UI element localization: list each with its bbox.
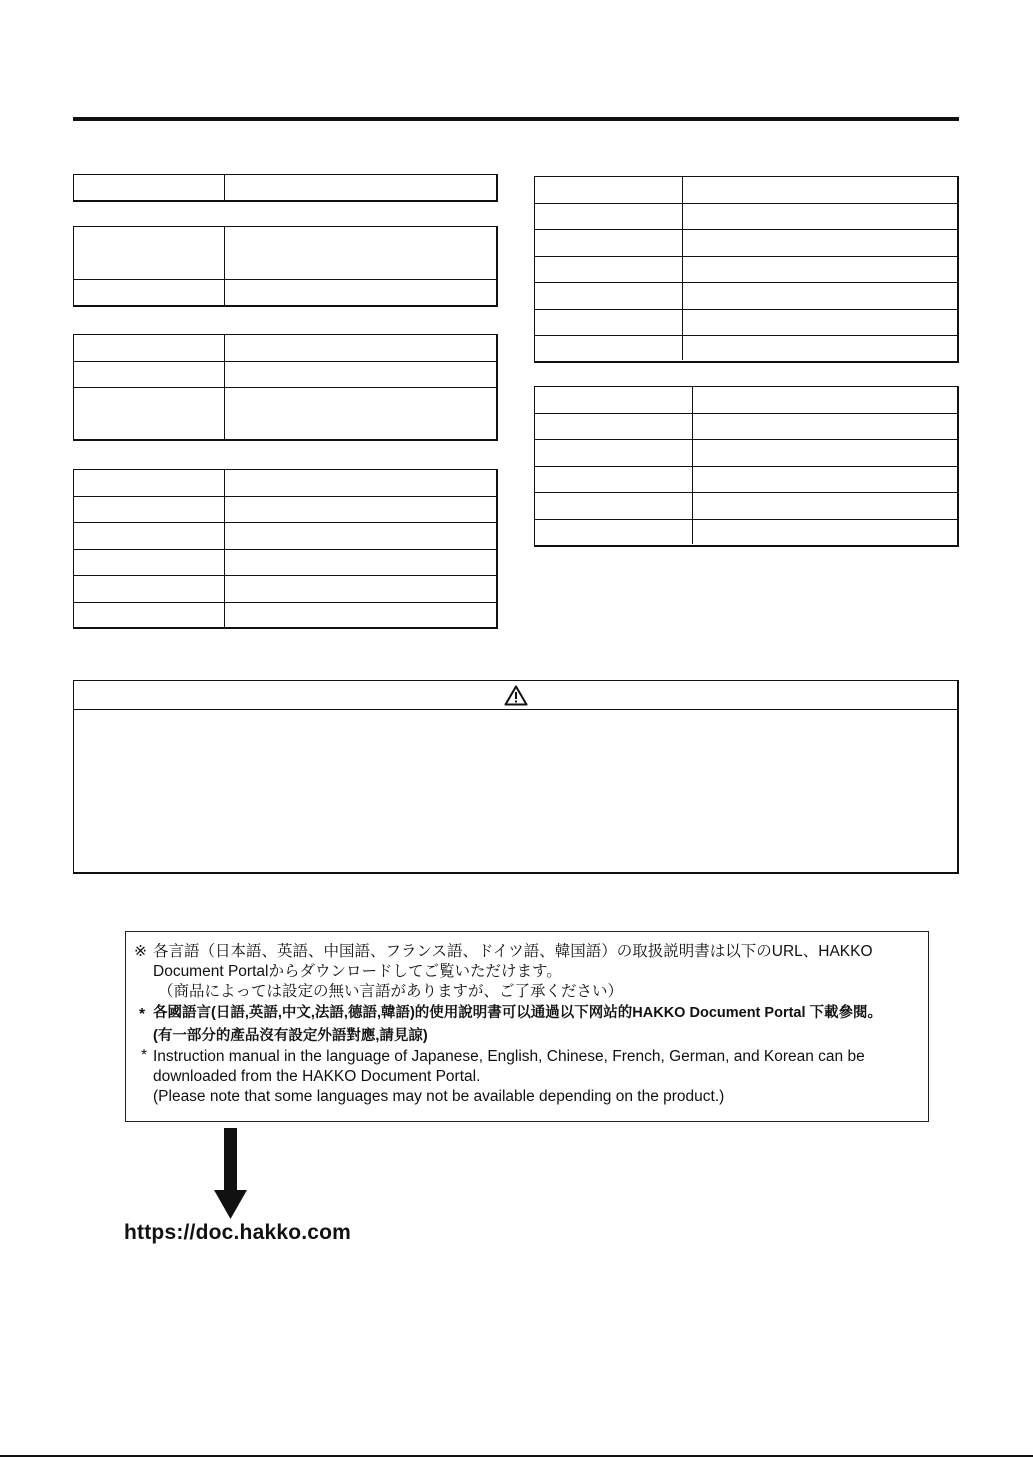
en-marker: * bbox=[141, 1047, 148, 1064]
ja-notice-line-2: Document Portalからダウンロードしてご覧いただけます。 bbox=[153, 963, 562, 980]
zh-notice-line-2: (有一部分的產品沒有設定外語對應,請見諒) bbox=[153, 1028, 428, 1044]
down-arrow-icon bbox=[214, 1128, 248, 1220]
document-portal-url[interactable]: https://doc.hakko.com bbox=[124, 1221, 352, 1244]
bottom-rule bbox=[0, 1455, 1033, 1457]
zh-marker: * bbox=[139, 1006, 146, 1023]
language-notice-box bbox=[125, 931, 929, 1122]
caution-box bbox=[73, 680, 959, 874]
spec-table-3 bbox=[73, 334, 498, 441]
ja-marker: ※ bbox=[134, 943, 147, 960]
top-rule bbox=[73, 117, 959, 121]
en-notice-line-3: (Please note that some languages may not be available depending on the product.) bbox=[153, 1088, 725, 1105]
ja-notice-line-1: 各言語（日本語、英語、中国語、フランス語、ドイツ語、韓国語）の取扱説明書は以下のURL、HAKKO bbox=[153, 943, 873, 960]
en-notice-line-2: downloaded from the HAKKO Document Portal. bbox=[153, 1068, 481, 1085]
zh-notice-line-1: 各國語言(日語,英語,中文,法語,德語,韓語)的使用說明書可以通過以下网站的HAKKO Document Portal 下載參閱。 bbox=[153, 1005, 883, 1021]
ja-notice-line-3: （商品によっては設定の無い言語がありますが、ご了承ください） bbox=[158, 983, 624, 1000]
caution-header bbox=[74, 681, 957, 710]
spec-table-1 bbox=[73, 174, 498, 202]
spec-table-4 bbox=[73, 469, 498, 629]
en-notice-line-1: Instruction manual in the language of Japanese, English, Chinese, French, German, and Korean can be bbox=[153, 1048, 865, 1065]
warning-icon bbox=[504, 685, 528, 706]
spec-table-2 bbox=[73, 226, 498, 307]
spec-table-6 bbox=[534, 386, 959, 547]
spec-table-5 bbox=[534, 176, 959, 363]
